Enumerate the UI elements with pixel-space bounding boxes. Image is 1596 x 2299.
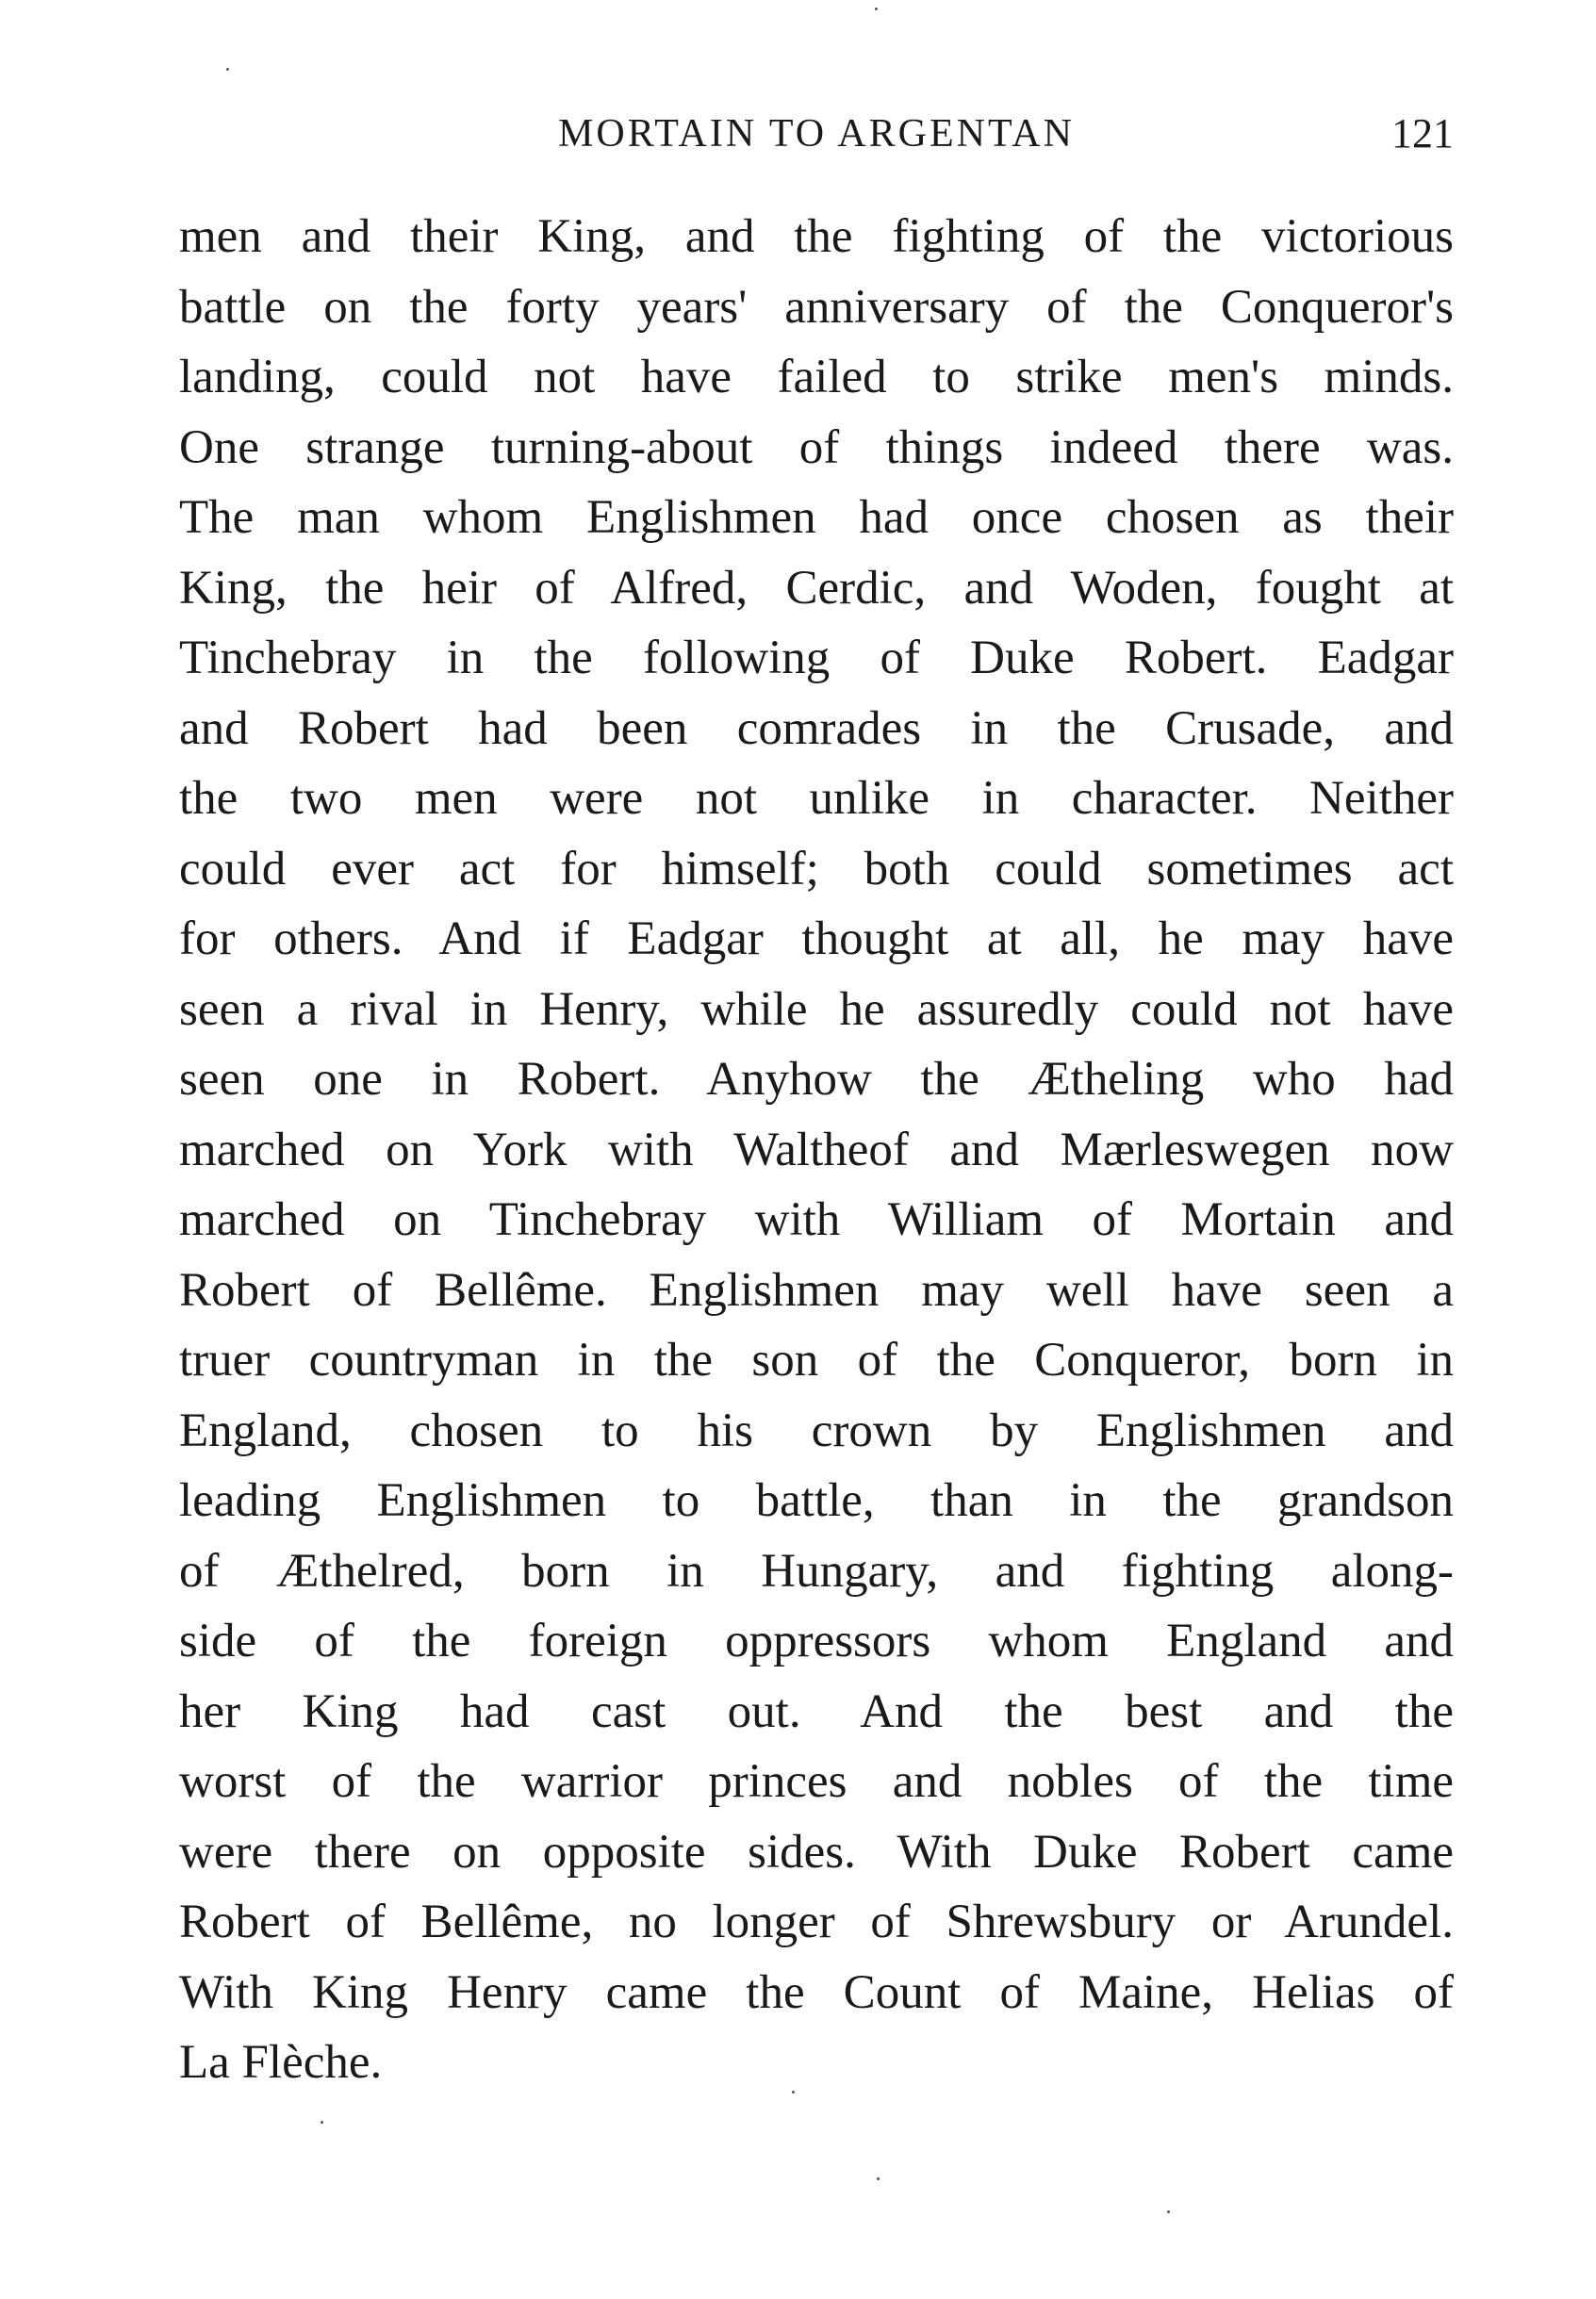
- text-line: Robert of Bellême. Englishmen may well have seen a: [179, 1263, 1454, 1317]
- text-line: and Robert had been comrades in the Crusade, and: [179, 701, 1454, 755]
- running-head: [179, 106, 1454, 162]
- text-line: truer countryman in the son of the Conqueror, born in: [179, 1334, 1454, 1387]
- text-line: battle on the forty years' anniversary of the Conqueror's: [179, 280, 1454, 334]
- text-line: seen one in Robert. Anyhow the Ætheling who had: [179, 1053, 1454, 1106]
- running-title: MORTAIN TO ARGENTAN: [558, 112, 1075, 156]
- text-line-last: La Flèche.: [179, 2036, 383, 2089]
- scan-speck: [1167, 2210, 1170, 2213]
- text-line: men and their King, and the fighting of the victorious: [179, 210, 1454, 263]
- scan-speck: [226, 68, 229, 71]
- text-line: seen a rival in Henry, while he assuredly could not have: [179, 982, 1454, 1036]
- text-line: for others. And if Eadgar thought at all, he may have: [179, 912, 1454, 965]
- text-line: marched on York with Waltheof and Mærleswegen now: [179, 1123, 1454, 1176]
- text-line: leading Englishmen to battle, than in the grandson: [179, 1474, 1454, 1527]
- text-line: worst of the warrior princes and nobles of the time: [179, 1755, 1454, 1808]
- scan-speck: [792, 2091, 795, 2094]
- page-number: 121: [1391, 110, 1454, 156]
- text-line: side of the foreign oppressors whom England and: [179, 1615, 1454, 1667]
- text-line: Tinchebray in the following of Duke Robert. Eadgar: [179, 632, 1454, 684]
- text-line: landing, could not have failed to strike men's minds.: [179, 351, 1454, 403]
- scan-speck: [321, 2121, 323, 2124]
- text-line: could ever act for himself; both could sometimes act: [179, 842, 1454, 895]
- text-line: the two men were not unlike in character. Neither: [179, 772, 1454, 825]
- text-line: her King had cast out. And the best and the: [179, 1684, 1454, 1738]
- text-line: England, chosen to his crown by Englishmen and: [179, 1404, 1454, 1457]
- text-line: were there on opposite sides. With Duke Robert came: [179, 1825, 1454, 1879]
- text-line: One strange turning-about of things indeed there was.: [179, 420, 1454, 474]
- text-line: With King Henry came the Count of Maine, Helias of: [179, 1965, 1454, 2019]
- text-line: of Æthelred, born in Hungary, and fighting along-: [179, 1544, 1454, 1598]
- text-line: Robert of Bellême, no longer of Shrewsbury or Arundel.: [179, 1896, 1454, 1948]
- text-line: King, the heir of Alfred, Cerdic, and Woden, fought at: [179, 561, 1454, 615]
- scan-speck: [875, 8, 878, 10]
- scan-speck: [877, 2177, 880, 2180]
- body-paragraph: [179, 202, 1454, 2098]
- text-line: The man whom Englishmen had once chosen as their: [179, 491, 1454, 544]
- text-line: marched on Tinchebray with William of Mortain and: [179, 1193, 1454, 1246]
